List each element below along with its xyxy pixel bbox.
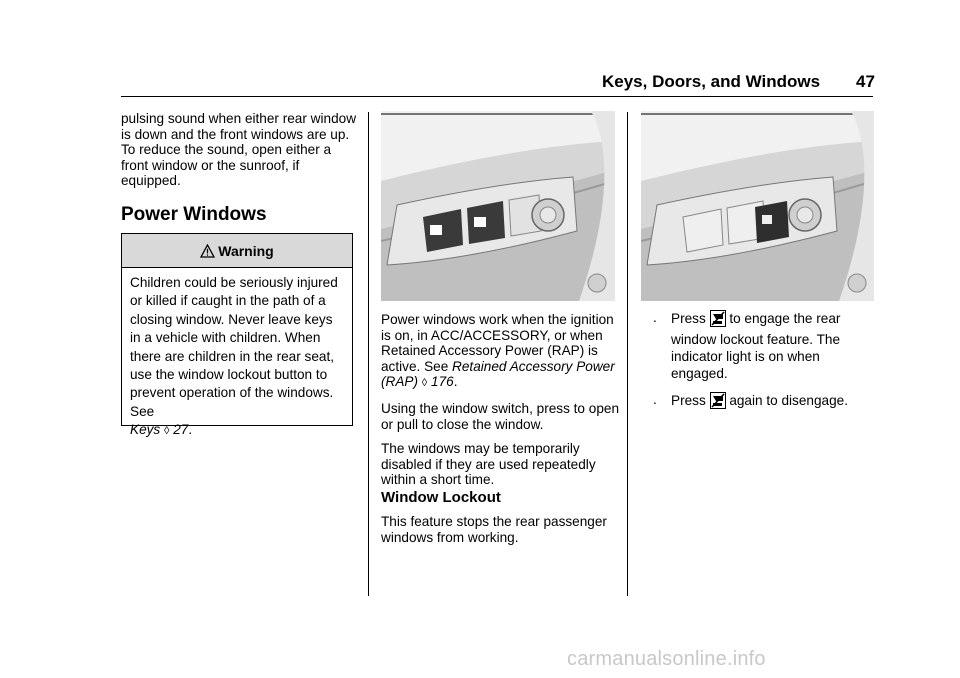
warning-header (122, 234, 352, 268)
xref-arrow: ◊ (421, 377, 428, 390)
warning-body: Children could be seriously injured or killed if caught in the path of a closing window. Never leave keys in a vehicle with children. When there are children in the rear seat, use the window lockout button to prevent operation of the windows. See (130, 275, 338, 419)
window-lockout-icon (710, 392, 726, 413)
window-lockout-illustration (641, 111, 874, 301)
column-divider-1 (368, 112, 369, 596)
bullet-marker: . (653, 310, 657, 325)
watermark: carmanualsonline.info (567, 648, 766, 670)
bullet-2-text: again to disengage. (729, 393, 848, 408)
window-switch-illustration (381, 111, 615, 301)
column-2-text (381, 312, 621, 497)
bullet-press-label: Press (671, 393, 706, 408)
keys-page-ref[interactable]: 27 (173, 422, 189, 438)
list-item (653, 310, 875, 382)
paragraph-window-switch: Using the window switch, press to open or pull to close the window. (381, 400, 620, 432)
column-3-bullets (653, 310, 875, 413)
column-divider-2 (627, 112, 628, 596)
paragraph-power-windows: Power windows work when the ignition is on, in ACC/ACCESSORY, or when Retained Accessory Power (RAP) is active. See Retained Accessory Power (RAP) ◊ 176. (381, 312, 615, 390)
header-rule (121, 96, 873, 97)
bullet-1-text: to engage the rear window lockout feature. The indicator light is on when engaged. (671, 311, 841, 381)
section-title: Keys, Doors, and Windows (602, 72, 821, 91)
warning-title: Warning (218, 242, 274, 259)
bullet-marker: . (653, 392, 657, 407)
warning-box (121, 233, 353, 438)
bullet-press-label: Press (671, 311, 706, 326)
list-item (653, 392, 875, 413)
intro-paragraph: pulsing sound when either rear window is down and the front windows are up. To reduce the sound, open either a front window or the sunroof, if equipped. (121, 111, 357, 189)
paragraph-disabled: The windows may be temporarily disabled if they are used repeatedly within a short time. (381, 441, 596, 488)
xref-arrow: ◊ (164, 425, 170, 438)
heading-window-lockout: Window Lockout (381, 489, 501, 506)
rap-link[interactable]: Retained Accessory Power (RAP) (381, 358, 615, 390)
heading-power-windows: Power Windows (121, 204, 267, 225)
window-lockout-icon (710, 310, 726, 331)
warning-triangle-icon (200, 244, 215, 258)
warning-text: Children could be seriously injured or killed if caught in the path of a closing window. Never leave keys in a vehicle with children. When there are children in the rear seat, use the window lockout button to prevent operation of the windows. See Keys ◊ 27. (130, 275, 338, 438)
rap-page-ref[interactable]: 176 (431, 374, 454, 390)
keys-link[interactable]: Keys (130, 422, 161, 438)
paragraph-lockout: This feature stops the rear passenger windows from working. (381, 514, 607, 545)
page-number: 47 (856, 72, 875, 91)
